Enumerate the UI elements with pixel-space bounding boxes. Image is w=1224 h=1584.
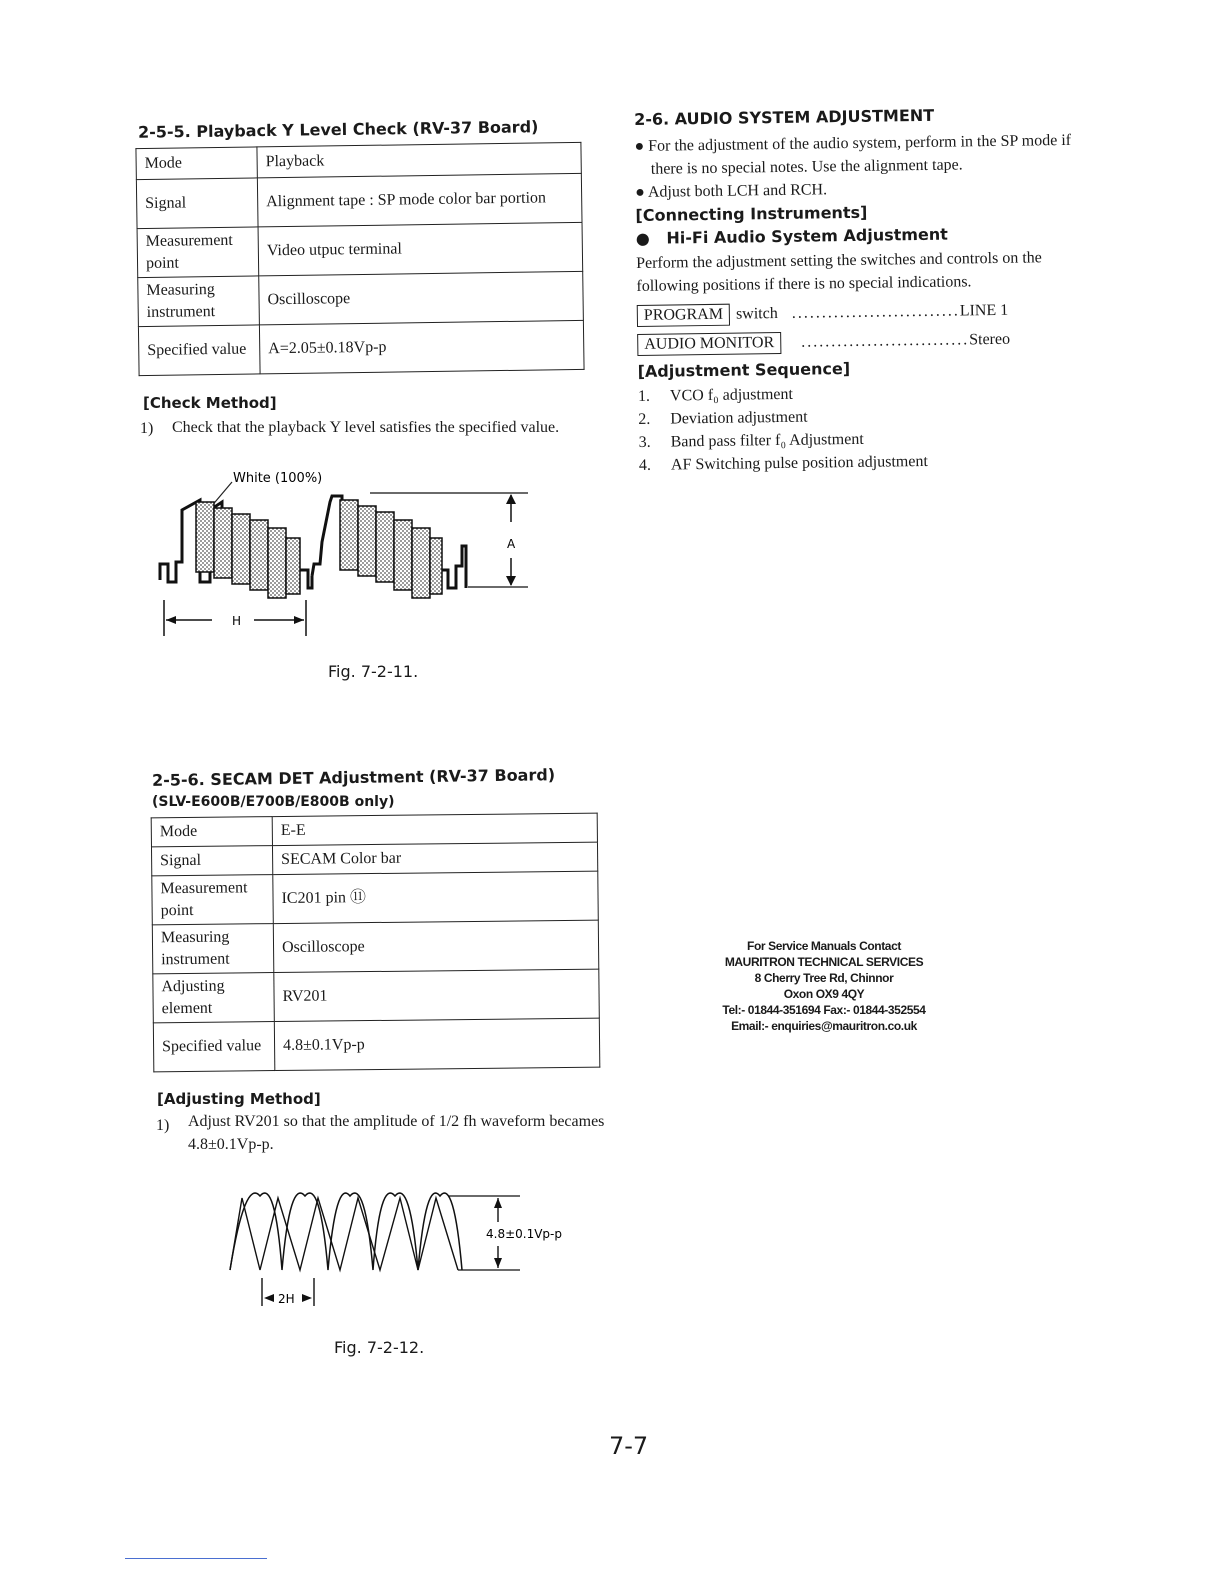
check-method-heading: [Check Method] xyxy=(143,394,277,412)
arrow-up-icon xyxy=(506,494,516,504)
playback-y-spec-table xyxy=(135,142,584,376)
period-h-label: H xyxy=(232,614,242,628)
section-title-secam-det: 2-5-6. SECAM DET Adjustment (RV-37 Board) xyxy=(151,765,556,790)
bottom-rule xyxy=(125,1558,267,1559)
playback-y-waveform-figure xyxy=(150,462,550,647)
secam-sine-waveform-figure xyxy=(220,1188,580,1316)
hifi-heading: Hi-Fi Audio System Adjustment xyxy=(666,224,949,248)
bullet-icon: ● xyxy=(634,137,649,155)
amplitude-a-label: A xyxy=(507,537,516,551)
leader-dots: ............................ xyxy=(791,302,960,322)
table-row: Adjusting element RV201 xyxy=(153,969,599,1023)
table-row: Mode E-E xyxy=(151,813,597,847)
adjustment-sequence-heading: [Adjustment Sequence] xyxy=(637,359,851,381)
arrow-down-icon xyxy=(506,576,516,586)
hifi-heading-row xyxy=(636,223,1086,248)
arrow-right-icon xyxy=(302,1294,312,1302)
list-item: 3. Band pass filter f₀ Adjustment xyxy=(638,430,864,451)
list-item: 4. AF Switching pulse position adjustment xyxy=(638,452,928,474)
switch-suffix: switch xyxy=(735,305,778,323)
sine-wave-envelope xyxy=(230,1198,458,1270)
figure-caption-7-2-11: Fig. 7-2-11. xyxy=(328,662,419,681)
table-row: Mode Playback xyxy=(136,142,581,179)
secam-det-spec-table xyxy=(151,813,601,1073)
step-number: 1) xyxy=(156,1117,170,1134)
bullet-icon: ● xyxy=(635,183,649,201)
list-item: 1. VCO f₀ adjustment xyxy=(637,385,794,405)
switch-row-audio-monitor xyxy=(637,327,1087,356)
bullet-item: ● Adjust both LCH and RCH. xyxy=(635,181,828,201)
table-row: Specified value 4.8±0.1Vp-p xyxy=(153,1018,599,1072)
program-switch-label: PROGRAM xyxy=(637,303,730,326)
bullet-item: ● For the adjustment of the audio system, perform in the SP mode if there is no special notes. Use the alignment tape. xyxy=(634,131,1072,178)
period-2h-label: 2H xyxy=(278,1292,295,1306)
hifi-description: Perform the adjustment setting the switches and controls on the following positions if there is no special indications. xyxy=(636,249,1042,295)
white-level-label: White (100%) xyxy=(233,471,323,486)
section-title-audio-system: 2-6. AUDIO SYSTEM ADJUSTMENT xyxy=(634,105,935,129)
table-row: Signal SECAM Color bar xyxy=(151,842,597,876)
section-title-playback-y: 2-5-5. Playback Y Level Check (RV-37 Board) xyxy=(137,117,539,142)
step-number: 1) xyxy=(140,420,154,437)
table-row: Measuring instrument Oscilloscope xyxy=(152,920,598,974)
page-number: 7-7 xyxy=(609,1432,649,1460)
waveform-cycle-1 xyxy=(160,500,312,598)
table-row: Measuring instrument Oscilloscope xyxy=(138,271,584,326)
arrow-down-icon xyxy=(494,1258,502,1268)
service-contact-stamp: For Service Manuals Contact MAURITRON TECHNICAL SERVICES 8 Cherry Tree Rd, Chinnor Oxon OX9 4QY Tel:- 01844-351694 Fax:- 01844-352554 Email:- enquiries@mauritron.co.uk xyxy=(722,939,926,1033)
arrow-left-icon xyxy=(264,1294,274,1302)
adjusting-method-heading: [Adjusting Method] xyxy=(157,1090,321,1108)
section-subtitle-models: (SLV-E600B/E700B/E800B only) xyxy=(152,794,395,810)
switch-row-program xyxy=(637,298,1087,327)
check-step-text: Check that the playback Y level satisfies the specified value. xyxy=(172,419,560,436)
connecting-instruments-heading: [Connecting Instruments] xyxy=(635,202,868,225)
figure-caption-7-2-12: Fig. 7-2-12. xyxy=(334,1338,425,1357)
table-row: Measurement point IC201 pin ⑪ xyxy=(152,871,598,925)
arrow-left-icon xyxy=(166,616,176,624)
table-row: Specified value A=2.05±0.18Vp-p xyxy=(138,320,584,375)
program-switch-value: LINE 1 xyxy=(959,301,1009,320)
waveform-cycle-2 xyxy=(312,496,466,598)
list-item: 2. Deviation adjustment xyxy=(638,408,808,428)
audio-system-section xyxy=(634,104,1089,477)
adjust-step-text: Adjust RV201 so that the amplitude of 1/2 fh waveform becames 4.8±0.1Vp-p. xyxy=(188,1113,605,1153)
audio-monitor-switch-value: Stereo xyxy=(969,330,1011,349)
table-row: Measurement point Video utpuc terminal xyxy=(137,222,583,277)
amplitude-value-label: 4.8±0.1Vp-p xyxy=(486,1227,562,1241)
audio-monitor-switch-label: AUDIO MONITOR xyxy=(637,331,781,355)
arrow-right-icon xyxy=(294,616,304,624)
arrow-up-icon xyxy=(494,1198,502,1208)
leader-dots: ............................ xyxy=(801,331,970,351)
sequence-list xyxy=(638,379,1089,477)
bullet-icon: ● xyxy=(635,228,667,248)
table-row: Signal Alignment tape : SP mode color bar portion xyxy=(136,173,582,228)
